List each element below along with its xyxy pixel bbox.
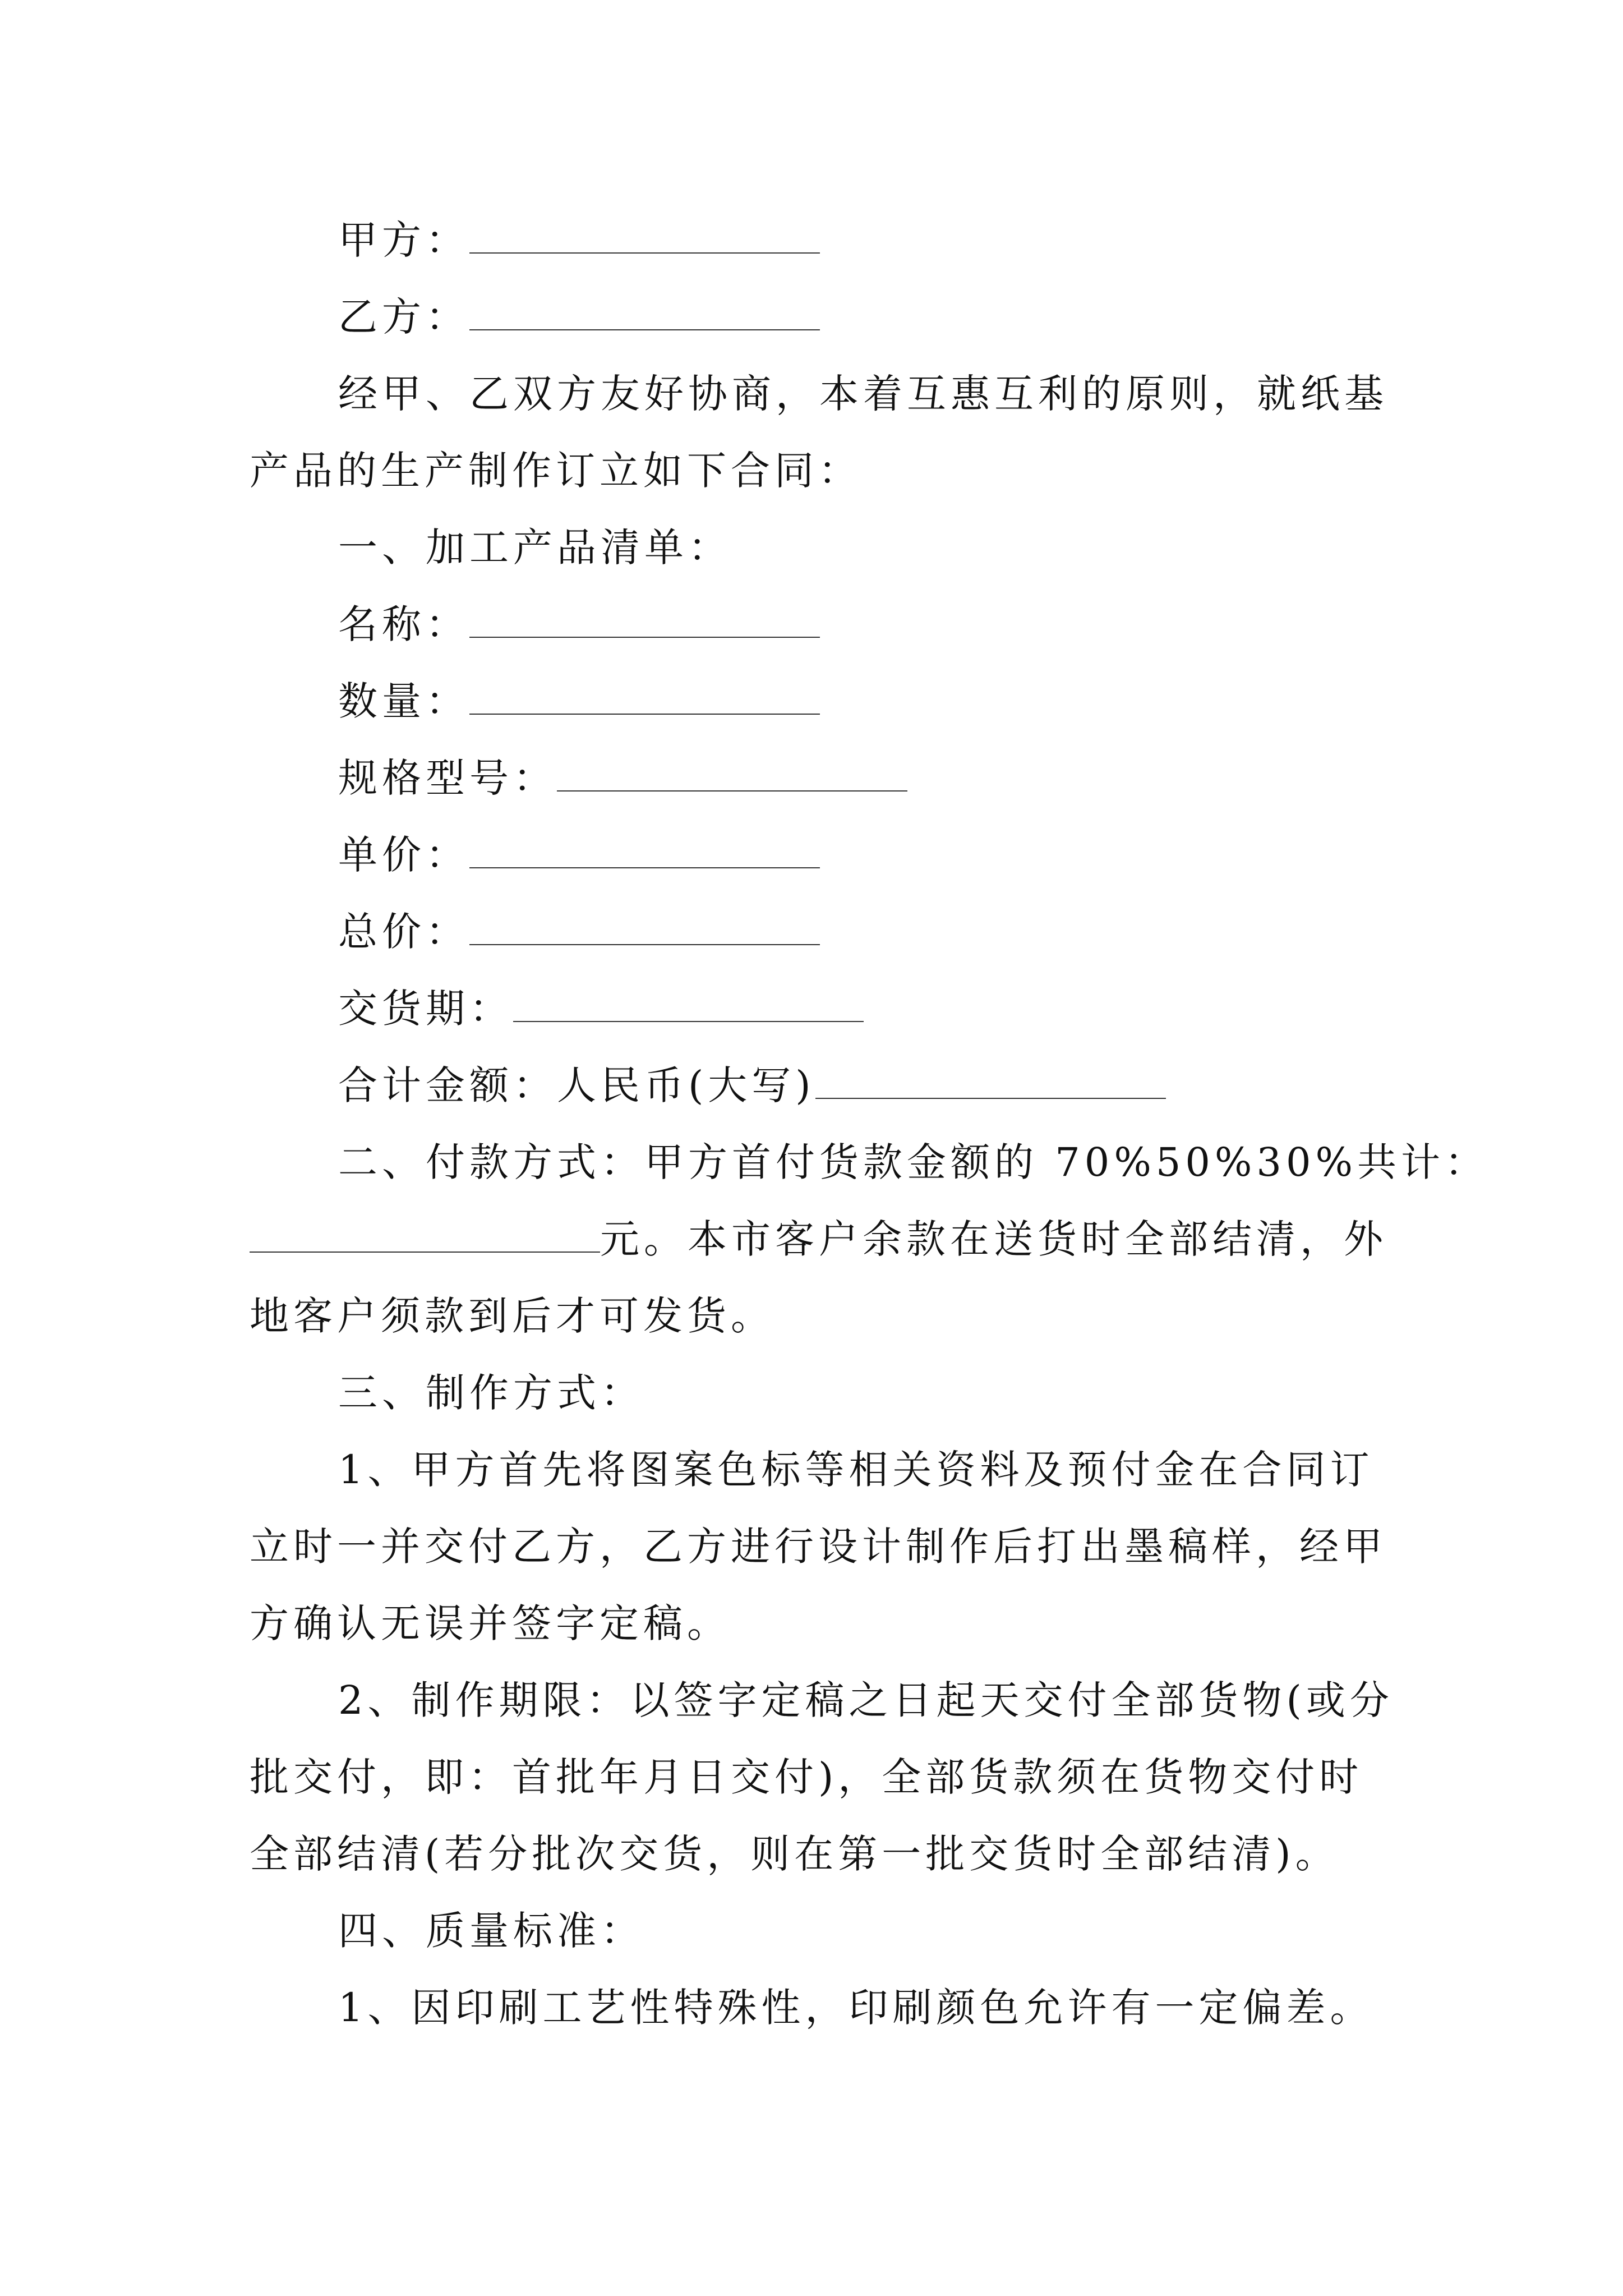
s3-p1-line-2: 立时一并交付乙方，乙方进行设计制作后打出墨稿样，经甲 <box>250 1524 1387 1570</box>
field-total-price-blank <box>469 910 820 945</box>
field-spec-label: 规格型号： <box>338 755 557 801</box>
party-a-label: 甲方： <box>338 217 469 263</box>
field-name-line <box>250 586 1388 663</box>
field-delivery-label: 交货期： <box>338 986 513 1032</box>
party-b-blank <box>469 296 820 330</box>
field-spec-line <box>250 740 1388 817</box>
field-sum-label: 合计金额：人民币(大写) <box>338 1062 815 1108</box>
field-sum-line <box>250 1047 1388 1124</box>
intro-line-2: 产品的生产制作订立如下合同： <box>250 448 862 494</box>
s3-p2-line-3: 全部结清(若分批次交货，则在第一批交货时全部结清)。 <box>250 1831 1339 1877</box>
party-b-label: 乙方： <box>338 294 469 340</box>
party-b-line <box>250 279 1388 356</box>
section2-line-1: 二、付款方式：甲方首付货款金额的 70%50%30%共计： <box>338 1139 1489 1185</box>
s3-p2-line-1: 2、制作期限：以签字定稿之日起天交付全部货物(或分 <box>338 1677 1394 1723</box>
party-a-line <box>250 202 1388 279</box>
intro-line-1: 经甲、乙双方友好协商，本着互惠互利的原则，就纸基 <box>338 371 1388 417</box>
field-name-label: 名称： <box>338 601 469 647</box>
field-spec-blank <box>557 757 907 792</box>
field-name-blank <box>469 603 820 638</box>
field-unit-price-label: 单价： <box>338 832 469 878</box>
section4-title: 四、质量标准： <box>338 1908 644 1954</box>
field-total-price-label: 总价： <box>338 909 469 955</box>
section2-line-3: 地客户须款到后才可发货。 <box>250 1293 774 1339</box>
field-delivery-blank <box>513 987 864 1022</box>
field-unit-price-line <box>250 817 1388 894</box>
field-delivery-line <box>250 970 1388 1047</box>
s3-p2-line-2: 批交付，即：首批年月日交付)，全部货款须在货物交付时 <box>250 1754 1363 1800</box>
section2-line-2 <box>250 1201 1388 1278</box>
payment-amount-blank <box>250 1218 600 1253</box>
s3-p1-line-3: 方确认无误并签字定稿。 <box>250 1600 731 1646</box>
field-quantity-label: 数量： <box>338 678 469 724</box>
s4-p1-line-1: 1、因印刷工艺性特殊性，印刷颜色允许有一定偏差。 <box>338 1985 1374 2031</box>
field-unit-price-blank <box>469 834 820 868</box>
s3-p1-line-1: 1、甲方首先将图案色标等相关资料及预付金在合同订 <box>338 1447 1374 1493</box>
section1-title: 一、加工产品清单： <box>338 524 732 570</box>
field-sum-blank <box>815 1064 1166 1099</box>
section2-line-2-text: 元。本市客户余款在送货时全部结清，外 <box>600 1216 1387 1262</box>
field-total-price-line <box>250 894 1388 970</box>
contract-body <box>250 202 1489 2046</box>
field-quantity-line <box>250 663 1388 740</box>
section3-title: 三、制作方式： <box>338 1370 644 1416</box>
party-a-blank <box>469 219 820 254</box>
field-quantity-blank <box>469 680 820 715</box>
